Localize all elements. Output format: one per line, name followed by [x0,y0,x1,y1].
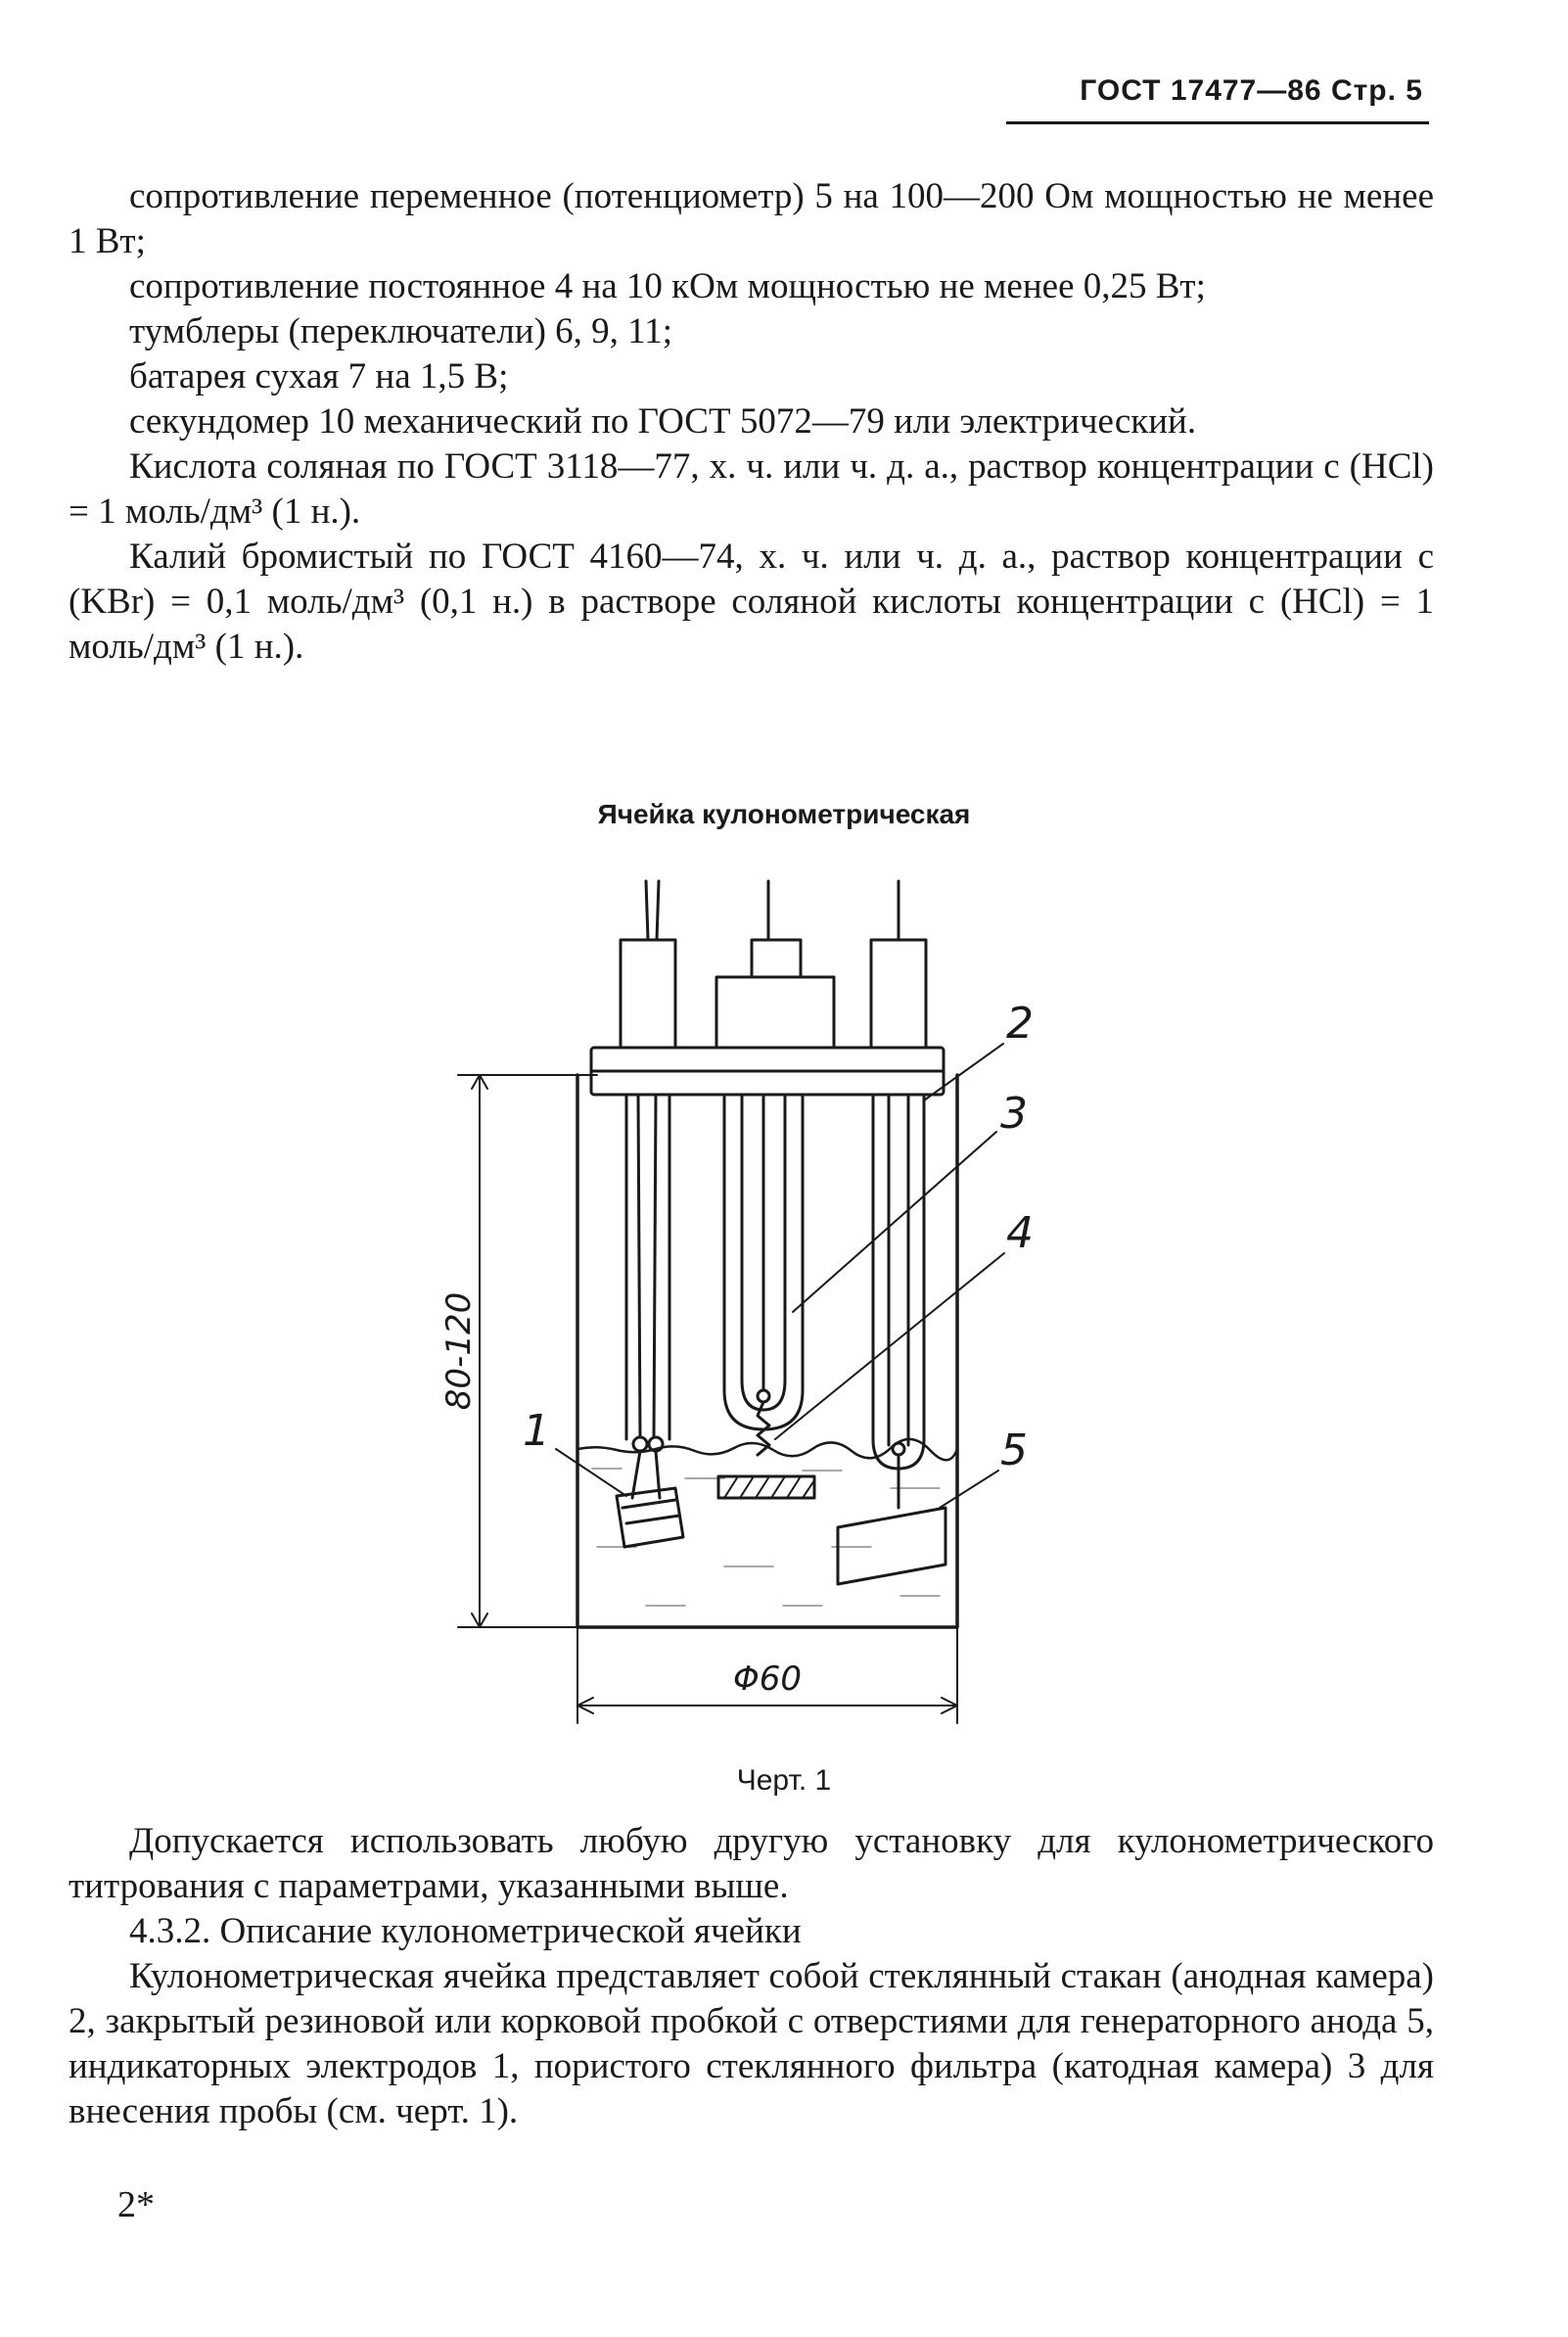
callout-label-5: 5 [1000,1426,1028,1475]
body-paragraph: Допускается использовать любую другую установку для кулонометрического титрования с параметрами, указанными выше. [69,1821,1434,1906]
indicator-electrodes [617,1095,683,1547]
list-item: сопротивление постоянное 4 на 10 кОм мощностью не менее 0,25 Вт; [129,266,1206,306]
height-dimension-label: 80-120 [439,1291,479,1411]
electrode-tube-left-top [621,940,675,1048]
coulometric-cell-drawing [431,862,1057,1743]
section-heading: 4.3.2. Описание кулонометрической ячейки [129,1911,802,1951]
callout-label-3: 3 [1000,1089,1028,1139]
callout-label-1: 1 [523,1406,550,1456]
reagent-paragraph: Калий бромистый по ГОСТ 4160—74, х. ч. или ч. д. а., раствор концентрации с (KBr) = 0,1 моль/дм³ (0,1 н.) в растворе соляной кислоты концентрации с (HCl) = 1 моль/дм³ (1 н.). [69,537,1434,667]
list-item: тумблеры (переключатели) 6, 9, 11; [129,311,673,351]
figure-title: Ячейка кулонометрическая [597,799,971,829]
callout-label-4: 4 [1006,1208,1034,1258]
body-paragraph: Кулонометрическая ячейка представляет собой стеклянный стакан (анодная камера) 2, закрытый резиновой или корковой пробкой с отверстиями для генераторного анода 5, индикаторных электродов 1, пористого стеклянного фильтра (катодная камера) 3 для внесения пробы (см. черт. 1). [69,1956,1434,2131]
equipment-list [69,174,1434,670]
electrode-leads [646,881,899,940]
filter-tube-cap [752,940,801,977]
header-rule [1006,121,1429,124]
anode-tube [838,1095,945,1584]
page-number: 2* [117,2184,155,2225]
anode-tube-top [871,940,926,1048]
filter-tube [718,1095,814,1498]
figure-caption: Черт. 1 [736,1764,832,1797]
page-header: ГОСТ 17477—86 Стр. 5 [1080,74,1423,107]
diameter-dimension-label: Φ60 [732,1659,803,1699]
filter-tube-collar [716,977,834,1048]
list-item: секундомер 10 механический по ГОСТ 5072—79 или электрический. [129,401,1197,442]
callout-label-2: 2 [1006,999,1034,1049]
reagent-paragraph: Кислота соляная по ГОСТ 3118—77, х. ч. или ч. д. а., раствор концентрации с (HCl) = 1 моль/дм³ (1 н.). [69,446,1434,532]
description-section [69,1819,1434,2134]
list-item: батарея сухая 7 на 1,5 В; [129,356,509,397]
anode-plate [838,1508,945,1584]
list-item: сопротивление переменное (потенциометр) 5 на 100—200 Ом мощностью не менее 1 Вт; [69,176,1434,261]
